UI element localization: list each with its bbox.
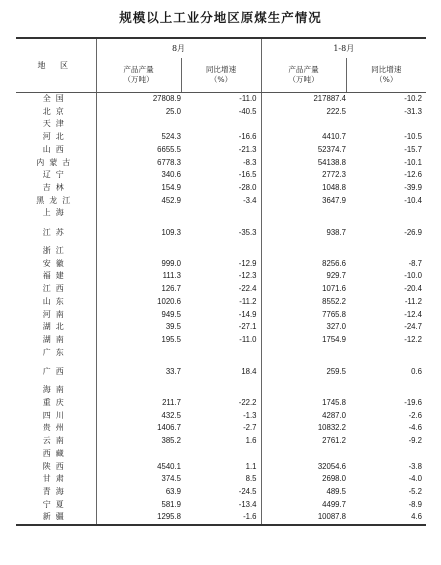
ytd-output-cell: 2772.3 — [261, 169, 346, 182]
table-row — [16, 144, 426, 157]
aug-growth-cell: -16.6 — [238, 132, 257, 142]
coal-production-table — [16, 37, 426, 526]
period-header-ytd: 1-8月 — [261, 38, 426, 58]
aug-output-cell — [96, 118, 181, 131]
table-row — [16, 283, 426, 296]
ytd-growth-cell: -5.2 — [408, 486, 423, 496]
ytd-output-cell: 327.0 — [261, 321, 346, 334]
ytd-growth-cell — [346, 207, 426, 220]
ytd-growth-cell: -4.0 — [408, 474, 423, 484]
table-title: 规模以上工业分地区原煤生产情况 — [119, 10, 322, 25]
table-row — [16, 334, 426, 347]
ytd-growth-cell: -8.9 — [408, 499, 423, 509]
aug-growth-cell: 8.5 — [245, 474, 257, 484]
aug-output-cell: 949.5 — [96, 309, 181, 322]
ytd-output-cell: 54138.8 — [261, 157, 346, 170]
ytd-output-cell: 8256.6 — [261, 258, 346, 271]
aug-output-cell: 524.3 — [96, 131, 181, 144]
ytd-output-cell: 1754.9 — [261, 334, 346, 347]
ytd-output-cell: 10087.8 — [261, 511, 346, 525]
aug-growth-cell — [181, 207, 261, 220]
region-cell: 河北 — [42, 132, 69, 142]
table-row — [16, 182, 426, 195]
ytd-growth-cell: -3.8 — [408, 461, 423, 471]
ytd-growth-cell: -11.2 — [404, 296, 423, 306]
region-cell: 青海 — [42, 486, 69, 496]
ytd-output-cell — [261, 245, 346, 258]
aug-output-cell: 340.6 — [96, 169, 181, 182]
table-row — [16, 207, 426, 220]
region-cell: 江西 — [42, 284, 69, 294]
region-cell: 全国 — [42, 94, 69, 103]
ytd-output-cell: 222.5 — [261, 106, 346, 119]
region-cell: 广西 — [42, 367, 69, 377]
region-cell: 广东 — [42, 347, 69, 357]
table-row — [16, 131, 426, 144]
ytd-output-cell: 2698.0 — [261, 473, 346, 486]
ytd-output-cell: 32054.6 — [261, 461, 346, 474]
region-cell: 天津 — [42, 119, 69, 129]
aug-output-cell: 999.0 — [96, 258, 181, 271]
ytd-output-cell: 10832.2 — [261, 422, 346, 435]
aug-output-cell: 211.7 — [96, 397, 181, 410]
table-row — [16, 118, 426, 131]
region-cell: 四川 — [42, 410, 69, 420]
ytd-output-cell: 4410.7 — [261, 131, 346, 144]
ytd-output-cell: 929.7 — [261, 270, 346, 283]
aug-growth-cell: -11.0 — [239, 94, 257, 103]
aug-growth-cell: -22.4 — [238, 284, 257, 294]
ytd-growth-cell — [346, 245, 426, 258]
ytd-growth-cell: -10.2 — [404, 94, 423, 103]
ytd-growth-cell: -9.2 — [408, 436, 423, 446]
col-header-aug-output: 产品产量 （万吨） — [96, 58, 181, 93]
ytd-growth-cell: -10.5 — [404, 132, 423, 142]
aug-growth-cell: 18.4 — [241, 367, 257, 377]
aug-output-cell: 25.0 — [96, 106, 181, 119]
ytd-growth-cell: -8.7 — [408, 258, 423, 268]
ytd-output-cell: 52374.7 — [261, 144, 346, 157]
region-cell: 河南 — [42, 309, 69, 319]
table-row — [16, 511, 426, 525]
aug-output-cell: 154.9 — [96, 182, 181, 195]
table-row — [16, 347, 426, 360]
region-cell: 宁夏 — [42, 499, 69, 509]
ytd-output-cell — [261, 384, 346, 397]
ytd-growth-cell — [346, 384, 426, 397]
aug-growth-cell: -14.9 — [238, 309, 257, 319]
region-cell: 重庆 — [42, 398, 69, 408]
ytd-output-cell — [261, 118, 346, 131]
region-cell: 山东 — [42, 296, 69, 306]
ytd-growth-cell: -39.9 — [404, 182, 423, 192]
ytd-growth-cell: -12.2 — [404, 334, 423, 344]
ytd-growth-cell: -12.4 — [404, 309, 423, 319]
ytd-output-cell: 1048.8 — [261, 182, 346, 195]
table-row — [16, 359, 426, 384]
table-row — [16, 195, 426, 208]
table-row — [16, 384, 426, 397]
region-cell: 黑龙江 — [36, 195, 76, 205]
ytd-growth-cell: -31.3 — [404, 106, 423, 116]
col-header-ytd-growth: 同比增速 （%） — [346, 58, 426, 93]
aug-growth-cell: -1.6 — [181, 511, 261, 525]
region-cell: 云南 — [42, 436, 69, 446]
region-cell: 山西 — [42, 144, 69, 154]
aug-output-cell — [96, 384, 181, 397]
aug-growth-cell: -24.5 — [238, 486, 257, 496]
ytd-growth-cell: -2.6 — [408, 410, 423, 420]
ytd-output-cell: 217887.4 — [261, 93, 346, 106]
region-cell: 福建 — [42, 271, 69, 281]
ytd-output-cell: 4287.0 — [261, 410, 346, 423]
aug-output-cell — [96, 245, 181, 258]
ytd-output-cell: 938.7 — [261, 220, 346, 245]
aug-output-cell: 39.5 — [96, 321, 181, 334]
table-row — [16, 422, 426, 435]
aug-growth-cell: -40.5 — [238, 106, 257, 116]
table-row — [16, 220, 426, 245]
aug-growth-cell: -1.3 — [243, 410, 257, 420]
table-row — [16, 169, 426, 182]
aug-growth-cell — [181, 448, 261, 461]
ytd-output-cell: 259.5 — [261, 359, 346, 384]
ytd-growth-cell: 0.6 — [411, 367, 423, 377]
aug-growth-cell: -3.4 — [243, 195, 257, 205]
ytd-output-cell — [261, 207, 346, 220]
region-cell: 湖北 — [42, 322, 69, 332]
region-cell: 上海 — [42, 208, 69, 218]
aug-growth-cell: -27.1 — [238, 322, 257, 332]
region-cell: 陕西 — [42, 461, 69, 471]
ytd-output-cell — [261, 347, 346, 360]
aug-growth-cell: -28.0 — [238, 182, 257, 192]
aug-output-cell: 109.3 — [96, 220, 181, 245]
ytd-output-cell: 4499.7 — [261, 499, 346, 512]
table-row — [16, 448, 426, 461]
aug-growth-cell: -22.2 — [238, 398, 257, 408]
table-row — [16, 397, 426, 410]
aug-growth-cell: -12.9 — [238, 258, 257, 268]
aug-output-cell — [96, 207, 181, 220]
region-cell: 湖南 — [42, 334, 69, 344]
ytd-growth-cell: 4.6 — [346, 511, 426, 525]
ytd-growth-cell: -10.0 — [404, 271, 423, 281]
aug-output-cell: 63.9 — [96, 486, 181, 499]
ytd-growth-cell — [346, 347, 426, 360]
ytd-growth-cell: -24.7 — [404, 322, 423, 332]
aug-growth-cell — [181, 118, 261, 131]
aug-output-cell: 4540.1 — [96, 461, 181, 474]
ytd-growth-cell — [346, 118, 426, 131]
ytd-output-cell: 1071.6 — [261, 283, 346, 296]
table-row — [16, 245, 426, 258]
ytd-growth-cell — [346, 448, 426, 461]
region-cell: 新疆 — [16, 511, 96, 525]
region-cell: 海南 — [42, 385, 69, 395]
ytd-growth-cell: -15.7 — [404, 144, 423, 154]
aug-output-cell: 1020.6 — [96, 296, 181, 309]
region-cell: 辽宁 — [42, 170, 69, 180]
aug-growth-cell — [181, 245, 261, 258]
ytd-output-cell: 489.5 — [261, 486, 346, 499]
ytd-growth-cell: -12.6 — [404, 170, 423, 180]
table-row — [16, 258, 426, 271]
aug-growth-cell: -2.7 — [243, 423, 257, 433]
ytd-growth-cell: -26.9 — [404, 228, 423, 238]
aug-growth-cell — [181, 347, 261, 360]
ytd-output-cell: 7765.8 — [261, 309, 346, 322]
aug-output-cell: 126.7 — [96, 283, 181, 296]
aug-growth-cell: -13.4 — [238, 499, 257, 509]
aug-output-cell — [96, 347, 181, 360]
table-row — [16, 296, 426, 309]
ytd-growth-cell: -19.6 — [404, 398, 423, 408]
aug-growth-cell: -21.3 — [238, 144, 257, 154]
region-cell: 吉林 — [42, 182, 69, 192]
aug-growth-cell — [181, 384, 261, 397]
table-body — [16, 93, 426, 526]
aug-output-cell: 6655.5 — [96, 144, 181, 157]
region-cell: 安徽 — [42, 258, 69, 268]
aug-growth-cell: -8.3 — [243, 157, 257, 167]
aug-output-cell: 33.7 — [96, 359, 181, 384]
region-header: 地 区 — [16, 38, 96, 93]
aug-growth-cell: -35.3 — [238, 228, 257, 238]
ytd-output-cell: 8552.2 — [261, 296, 346, 309]
table-row — [16, 157, 426, 170]
aug-output-cell: 452.9 — [96, 195, 181, 208]
aug-growth-cell: -11.2 — [239, 296, 257, 306]
table-row — [16, 309, 426, 322]
table-row — [16, 270, 426, 283]
table-row — [16, 499, 426, 512]
table-row — [16, 486, 426, 499]
region-cell: 江苏 — [42, 228, 69, 238]
aug-output-cell: 1295.8 — [96, 511, 181, 525]
ytd-growth-cell: -10.1 — [404, 157, 423, 167]
ytd-growth-cell: -4.6 — [408, 423, 423, 433]
table-row — [16, 106, 426, 119]
aug-growth-cell: -16.5 — [238, 170, 257, 180]
table-row — [16, 93, 426, 106]
period-header-aug: 8月 — [96, 38, 261, 58]
ytd-output-cell: 2761.2 — [261, 435, 346, 448]
aug-growth-cell: 1.1 — [245, 461, 257, 471]
table-row — [16, 473, 426, 486]
aug-output-cell: 385.2 — [96, 435, 181, 448]
region-cell: 贵州 — [42, 423, 69, 433]
ytd-growth-cell: -20.4 — [404, 284, 423, 294]
region-cell: 浙江 — [42, 246, 69, 256]
table-row — [16, 461, 426, 474]
col-header-ytd-output: 产品产量 （万吨） — [261, 58, 346, 93]
ytd-output-cell: 3647.9 — [261, 195, 346, 208]
aug-output-cell: 432.5 — [96, 410, 181, 423]
aug-output-cell: 374.5 — [96, 473, 181, 486]
ytd-output-cell — [261, 448, 346, 461]
ytd-output-cell: 1745.8 — [261, 397, 346, 410]
table-row — [16, 435, 426, 448]
aug-growth-cell: 1.6 — [245, 436, 257, 446]
aug-output-cell: 111.3 — [96, 270, 181, 283]
region-cell: 北京 — [42, 106, 69, 116]
aug-output-cell: 195.5 — [96, 334, 181, 347]
ytd-growth-cell: -10.4 — [404, 195, 423, 205]
col-header-aug-growth: 同比增速 （%） — [181, 58, 261, 93]
region-cell: 西藏 — [42, 448, 69, 458]
aug-growth-cell: -12.3 — [238, 271, 257, 281]
aug-growth-cell: -11.0 — [239, 334, 257, 344]
aug-output-cell: 1406.7 — [96, 422, 181, 435]
aug-output-cell: 6778.3 — [96, 157, 181, 170]
table-row — [16, 321, 426, 334]
aug-output-cell — [96, 448, 181, 461]
region-cell: 甘肃 — [42, 474, 69, 484]
table-row — [16, 410, 426, 423]
aug-output-cell: 581.9 — [96, 499, 181, 512]
region-cell: 内蒙古 — [36, 157, 76, 167]
aug-output-cell: 27808.9 — [96, 93, 181, 106]
